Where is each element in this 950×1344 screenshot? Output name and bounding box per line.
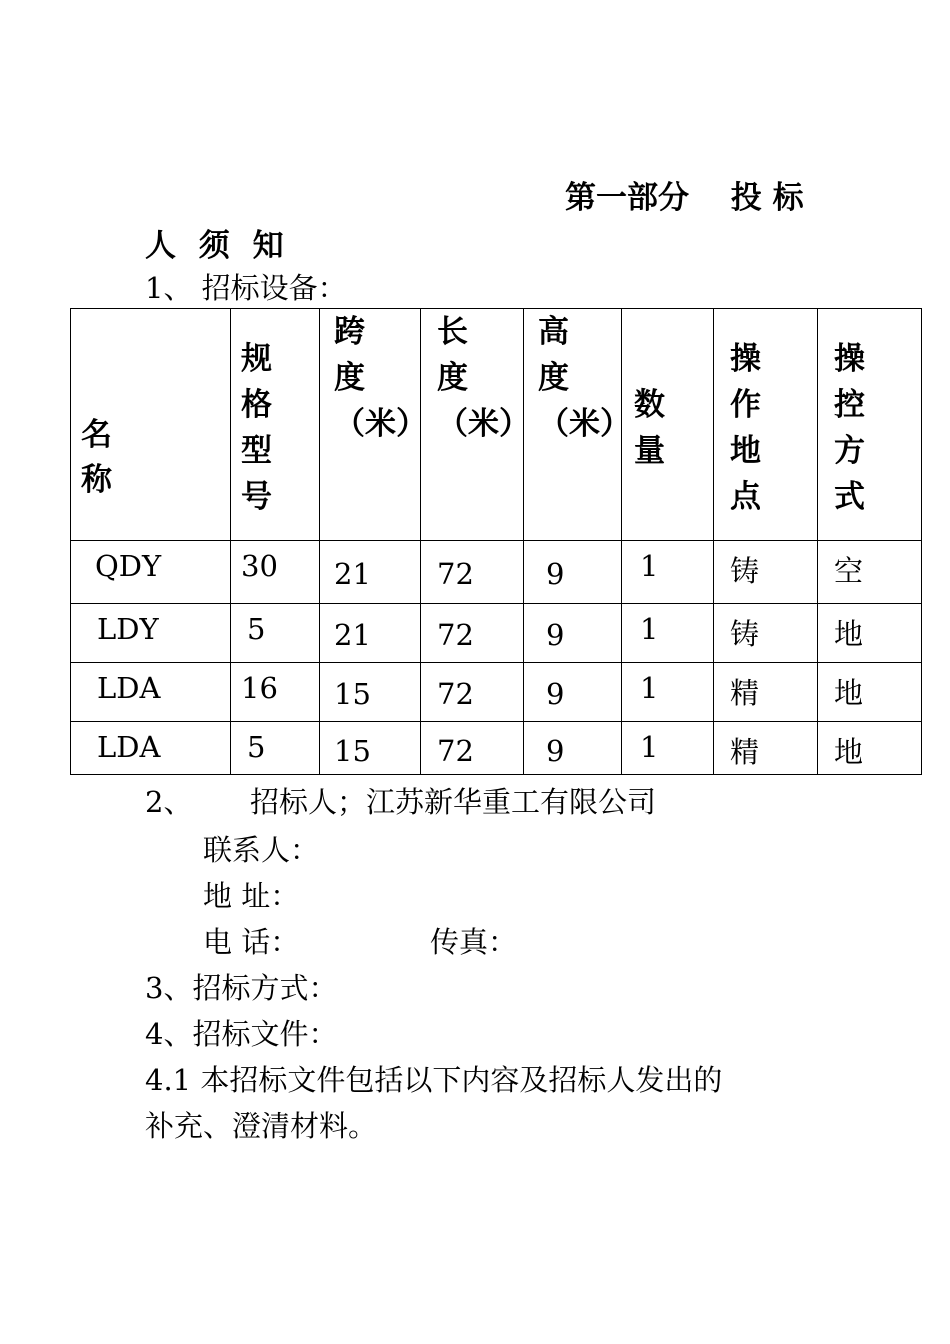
cell-height: 9 (524, 722, 622, 775)
cell-model: 5 (231, 722, 320, 775)
cell-name: QDY (71, 541, 231, 604)
cell-height: 9 (524, 541, 622, 604)
item-4-1-line1: 4.1 本招标文件包括以下内容及招标人发出的 (145, 1063, 723, 1097)
document-title-line1: 第一部分 投 标 (565, 180, 804, 216)
cell-control: 地 (818, 722, 922, 775)
cell-height: 9 (524, 604, 622, 663)
cell-name: LDY (71, 604, 231, 663)
cell-quantity: 1 (622, 541, 714, 604)
contact-line: 联系人： (203, 833, 320, 867)
cell-span: 15 (320, 663, 421, 722)
cell-name: LDA (71, 722, 231, 775)
equipment-table (70, 308, 922, 775)
cell-length: 72 (421, 541, 524, 604)
cell-quantity: 1 (622, 663, 714, 722)
section3-label: 3、招标方式： (145, 971, 338, 1005)
table-row (71, 541, 922, 604)
section1-label: 1、 招标设备： (145, 271, 347, 305)
header-quantity: 数量 (622, 309, 714, 541)
section4-label: 4、招标文件： (145, 1017, 338, 1051)
document-title-line2: 人 须 知 (145, 228, 290, 264)
phone-line: 电 话： (203, 925, 300, 959)
fax-line: 传真： (430, 925, 518, 959)
cell-model: 16 (231, 663, 320, 722)
header-name: 名 称 (71, 309, 231, 541)
table-row (71, 722, 922, 775)
cell-control: 地 (818, 663, 922, 722)
address-line: 地 址： (203, 879, 300, 913)
header-length: 长度（米） (421, 309, 524, 541)
header-location: 操作地点 (714, 309, 818, 541)
cell-control: 空 (818, 541, 922, 604)
table-row (71, 663, 922, 722)
table-row (71, 604, 922, 663)
cell-control: 地 (818, 604, 922, 663)
table-header-row (71, 309, 922, 541)
cell-model: 5 (231, 604, 320, 663)
cell-length: 72 (421, 663, 524, 722)
cell-height: 9 (524, 663, 622, 722)
cell-quantity: 1 (622, 722, 714, 775)
cell-location: 铸 (714, 541, 818, 604)
cell-location: 精 (714, 722, 818, 775)
item-4-1-line2: 补充、澄清材料。 (145, 1109, 378, 1143)
header-height: 高度（米） (524, 309, 622, 541)
cell-length: 72 (421, 722, 524, 775)
tenderer-line: 招标人；江苏新华重工有限公司 (250, 785, 657, 819)
cell-quantity: 1 (622, 604, 714, 663)
cell-location: 铸 (714, 604, 818, 663)
cell-span: 21 (320, 604, 421, 663)
section2-label: 2、 (145, 785, 193, 819)
cell-span: 15 (320, 722, 421, 775)
cell-length: 72 (421, 604, 524, 663)
cell-location: 精 (714, 663, 818, 722)
header-model: 规格型号 (231, 309, 320, 541)
cell-span: 21 (320, 541, 421, 604)
cell-name: LDA (71, 663, 231, 722)
header-control: 操控方式 (818, 309, 922, 541)
cell-model: 30 (231, 541, 320, 604)
header-span: 跨度（米） (320, 309, 421, 541)
